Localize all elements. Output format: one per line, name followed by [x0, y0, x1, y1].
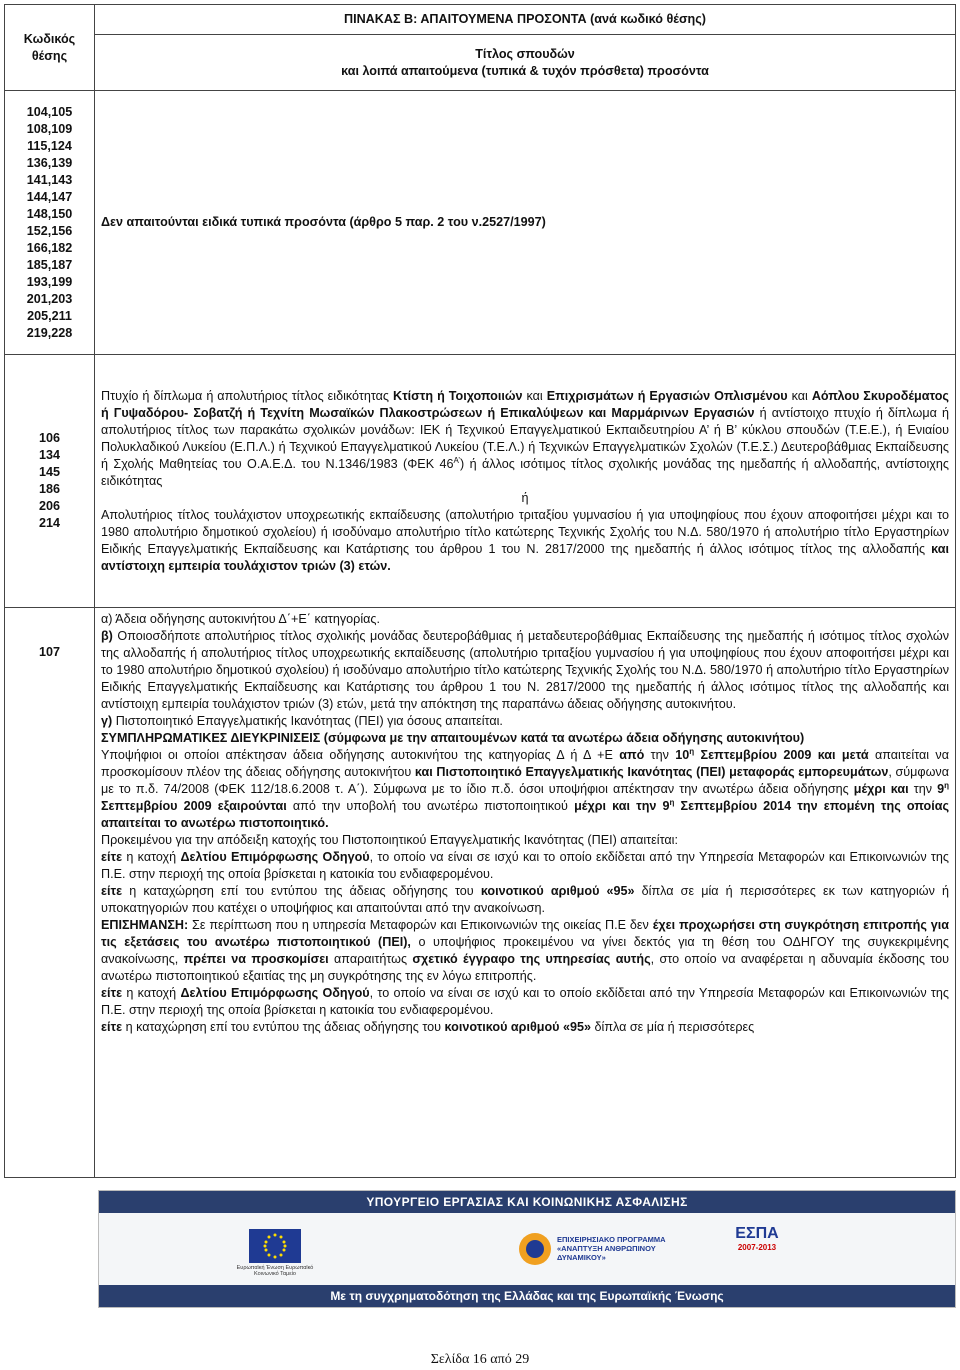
code-item: 193,199: [26, 274, 73, 289]
row1-requirements: Δεν απαιτούνται ειδικά τυπικά προσόντα (άρθρο 5 παρ. 2 του ν.2527/1997): [95, 91, 956, 355]
row2-requirements: [95, 355, 956, 608]
row3-p6: είτε η κατοχή Δελτίου Επιμόρφωσης Οδηγού, το οποίο να είναι σε ισχύ και το οποίο εκδίδεται από την Υπηρεσία Μεταφορών και Επικοινωνιών της Π.Ε. στην περιοχή της οποία βρίσκεται η κατοικία του ενδιαφερομένου.: [101, 986, 949, 1017]
code-header-line1: Κωδικός: [23, 31, 76, 46]
code-item: 205,211: [27, 308, 72, 323]
code-item: 214: [38, 516, 60, 530]
code-item: 166,182: [26, 240, 73, 255]
row3-a: α) Άδεια οδήγησης αυτοκινήτου Δ΄+Ε΄ κατηγορίας.: [101, 612, 380, 626]
code-item: 219,228: [26, 325, 73, 340]
content-column-header: [95, 35, 956, 91]
eu-flag-icon: [249, 1229, 301, 1263]
code-item: 185,187: [26, 257, 73, 272]
row2-paragraph1: Πτυχίο ή δίπλωμα ή απολυτήριος τίτλος ειδικότητας Κτίστη ή Τοιχοποιιών και Επιχρισμάτων ή Εργασιών Οπλισμένου και Αόπλου Σκυροδέματος ή Γυψαδόρου- Σοβατζή ή Τεχνίτη Μωσαϊκών Πλακοστρώσεων ή Επικαλύψεων και Μαρμάρινων Εργασιών ή αντίστοιχο πτυχίο ή δίπλωμα ή απολυτήριος τίτλος των παρακάτω σχολικών μονάδων: ΙΕΚ ή Τεχνικού Επαγγελματικού Εκπαιδευτηρίου Α’ ή Β’ κύκλου σπουδών (Τ.Ε.Ε.), ή Ενιαίου Πολυκλαδικού Λυκείου (Ε.Π.Λ.) ή Τεχνικού Επαγγελματικού Λυκείου (Τ.Ε.Λ.) ή Τεχνικών Επαγγελματικών Σχολών (Τ.Ε.Σ.) Δευτεροβάθμιας Εκπαίδευσης ή Σχολής Μαθητείας του Ο.Α.Ε.Δ. του Ν.1346/1983 (ΦΕΚ $46^{A’}$) ή άλλος ισότιμος τίτλος σχολικής μονάδας της ημεδαπής ή αλλοδαπής, αντίστοιχης ειδικότητας: [101, 388, 949, 488]
code-item: 145: [38, 465, 60, 479]
code-item: 107: [38, 645, 60, 659]
code-item: 136,139: [26, 155, 73, 170]
code-item: 148,150: [26, 206, 73, 221]
row2-or: ή: [521, 490, 529, 505]
code-column-header: [5, 5, 95, 91]
codes-row2: [5, 355, 95, 608]
row3-p2: Προκειμένου για την απόδειξη κατοχής του Πιστοποιητικού Επαγγελματικής Ικανότητας (ΠΕΙ) απαιτείται:: [101, 833, 678, 847]
eu-caption: Ευρωπαϊκή Ένωση Ευρωπαϊκό Κοινωνικό Ταμείο: [236, 1265, 314, 1277]
program-name: ΕΠΙΧΕΙΡΗΣΙΑΚΟ ΠΡΟΓΡΑΜΜΑ «ΑΝΑΠΤΥΞΗ ΑΝΘΡΩΠΙΝΟΥ ΔΥΝΑΜΙΚΟΥ»: [557, 1235, 666, 1262]
row2-paragraph2: Απολυτήριος τίτλος τουλάχιστον υποχρεωτικής εκπαίδευσης (απολυτήριο τριταξίου γυμνασίου ή για υποψηφίους που έχουν αποφοιτήσει μέχρι και το 1980 απολυτήριο δημοτικού σχολείου) ή ισοδύναμο απολυτήριο τίτλο κατώτερης Τεχνικής Σχολής του Ν.Δ. 580/1970 ή απολυτήριο τίτλο Εργαστηρίων Ειδικής Επαγγελματικής Εκπαίδευσης και Κατάρτισης του άρθρου 1 του Ν. 2817/2000 της ημεδαπής ή άλλος ισότιμος τίτλος της αλλοδαπής και αντίστοιχη εμπειρία τουλάχιστον τριών (3) ετών.: [101, 507, 949, 573]
logos-area: [99, 1213, 955, 1285]
ministry-title: ΥΠΟΥΡΓΕΙΟ ΕΡΓΑΣΙΑΣ ΚΑΙ ΚΟΙΝΩΝΙΚΗΣ ΑΣΦΑΛΙΣΗΣ: [99, 1191, 955, 1213]
cofunding-text: Με τη συγχρηματοδότηση της Ελλάδας και της Ευρωπαϊκής Ένωσης: [99, 1285, 955, 1307]
code-item: 106: [38, 431, 60, 445]
requirements-table: [4, 4, 956, 1178]
code-item: 206: [38, 499, 60, 513]
content-header-line2: και λοιπά απαιτούμενα (τυπικά & τυχόν πρόσθετα) προσόντα: [341, 63, 709, 78]
code-header-line2: θέσης: [31, 48, 68, 63]
content-header-line1: Τίτλος σπουδών: [475, 46, 575, 61]
code-item: 108,109: [26, 121, 73, 136]
program-logo: [517, 1231, 667, 1271]
table-title: ΠΙΝΑΚΑΣ Β: ΑΠΑΙΤΟΥΜΕΝΑ ΠΡΟΣΟΝΤΑ (ανά κωδικό θέσης): [95, 5, 956, 35]
espa-years: 2007-2013: [737, 1243, 777, 1252]
code-item: 144,147: [26, 189, 73, 204]
page-number: Σελίδα 16 από 29: [430, 1352, 530, 1367]
row3-p4: είτε η καταχώρηση επί του εντύπου της άδειας οδήγησης του κοινοτικού αριθμού «95» δίπλα σε μία ή περισσότερες εκ των κατηγοριών ή υποκατηγοριών που κατέχει ο υποψήφιος και απαιτούνται από την ανακοίνωση.: [101, 884, 949, 915]
espa-logo: [727, 1225, 787, 1269]
code-item: 201,203: [26, 291, 73, 306]
funding-banner: [98, 1190, 956, 1308]
row3-c: γ) Πιστοποιητικό Επαγγελματικής Ικανότητας (ΠΕΙ) για όσους απαιτείται.: [101, 714, 503, 728]
row3-requirements: [95, 608, 956, 1178]
row3-p5: ΕΠΙΣΗΜΑΝΣΗ: Σε περίπτωση που η υπηρεσία Μεταφορών και Επικοινωνιών της οικείας Π.Ε δεν έχει προχωρήσει στη συγκρότηση επιτροπής για τις εξετάσεις του ανωτέρω πιστοποιητικού (ΠΕΙ), ο υποψήφιος προκειμένου να γίνει δεκτός για τη θέση του ΟΔΗΓΟΥ της συγκεκριμένης ανακοίνωσης, πρέπει να προσκομίσει απαραιτήτως σχετικό έγγραφο της υπηρεσίας αυτής, στο οποίο να αναφέρεται η αδυναμία έκδοσης του ανωτέρω πιστοποιητικού εξαιτίας της μη συγκρότησης της εν λόγω επιτροπής.: [101, 918, 949, 983]
code-item: 134: [38, 448, 60, 462]
code-item: 115,124: [27, 138, 72, 153]
code-item: 104,105: [26, 104, 73, 119]
code-item: 152,156: [26, 223, 73, 238]
codes-row3: [5, 608, 95, 1178]
codes-row1: [5, 91, 95, 355]
row3-p1: Υποψήφιοι οι οποίοι απέκτησαν άδεια οδήγησης αυτοκινήτου της κατηγορίας Δ ή Δ +Ε από την $10^\eta$ Σεπτεμβρίου 2009 και μετά απαιτείται να προσκομίσουν πλέον της άδειας οδήγησης αυτοκινήτου και Πιστοποιητικό Επαγγελματικής Ικανότητας (ΠΕΙ) μεταφοράς εμπορευμάτων, σύμφωνα με το π.δ. 74/2008 (ΦΕΚ 112/18.6.2008 τ. Α΄). Σύμφωνα με το ίδιο π.δ. όσοι υποψήφιοι απέκτησαν την ανωτέρω άδεια οδήγησης μέχρι και την $9^\eta$ Σεπτεμβρίου 2009 εξαιρούνται από την υποβολή του ανωτέρω πιστοποιητικού μέχρι και την $9^\eta$ Σεπτεμβρίου 2014 την επομένη της οποίας απαιτείται το ανωτέρω πιστοποιητικό.: [101, 746, 950, 830]
espa-label: ΕΣΠΑ: [735, 1225, 779, 1242]
row3-p7: είτε η καταχώρηση επί του εντύπου της άδειας οδήγησης του κοινοτικού αριθμού «95» δίπλα σε μία ή περισσότερες: [101, 1020, 755, 1034]
row3-b: β) Οποιοσδήποτε απολυτήριος τίτλος σχολικής μονάδας δευτεροβάθμιας ή μεταδευτεροβάθμιας Εκπαίδευσης της ημεδαπής ή ισότιμος τίτλος σχολών της αλλοδαπής ή απολυτήριος τίτλος υποχρεωτικής εκπαίδευσης (απολυτήριο τριταξίου γυμνασίου ή για υποψηφίους που έχουν αποφοιτήσει μέχρι και το 1980 απολυτήριο δημοτικού σχολείου) ή ισοδύναμο απολυτήριο τίτλο κατώτερης Τεχνικής Σχολής του Ν.Δ. 580/1970 ή απολυτήριο τίτλο Εργαστηρίων Ειδικής Επαγγελματικής Εκπαίδευσης και Κατάρτισης του άρθρου 1 του Ν. 2817/2000 της ημεδαπής ή άλλος ισότιμος τίτλος της αλλοδαπής και αντίστοιχη εμπειρία τουλάχιστον τριών (3) ετών, μετά την απόκτηση της παραπάνω άδειας οδήγησης αυτοκινήτου.: [101, 629, 949, 711]
code-item: 141,143: [26, 172, 73, 187]
row3-supplementary-title: ΣΥΜΠΛΗΡΩΜΑΤΙΚΕΣ ΔΙΕΥΚΡΙΝΙΣΕΙΣ (σύμφωνα με την απαιτουμένων κατά τα ανωτέρω άδεια οδήγησης αυτοκινήτου): [101, 731, 805, 745]
program-emblem-icon: [517, 1231, 553, 1267]
code-item: 186: [38, 482, 60, 496]
row3-p3: είτε η κατοχή Δελτίου Επιμόρφωσης Οδηγού, το οποίο να είναι σε ισχύ και το οποίο εκδίδεται από την Υπηρεσία Μεταφορών και Επικοινωνιών της Π.Ε. στην περιοχή της οποία βρίσκεται η κατοικία του ενδιαφερομένου.: [101, 850, 949, 881]
